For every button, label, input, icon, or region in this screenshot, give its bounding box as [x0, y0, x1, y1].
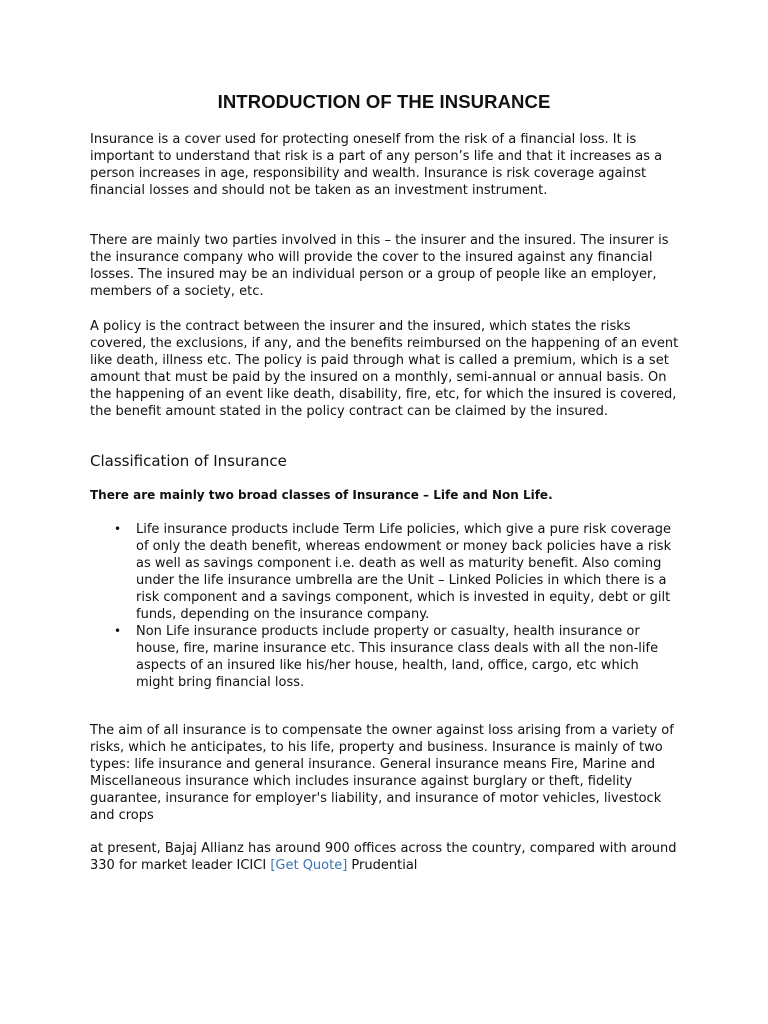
intro-paragraph: Insurance is a cover used for protecting oneself from the risk of a financial loss. It is important to understand that risk is a part of any person’s life and that it increases as a person increases in age, responsibility and wealth. Insurance is risk coverage against financial losses and should not be taken as an investment instrument.	[90, 132, 663, 198]
news-line	[90, 840, 686, 874]
section-subheading: There are mainly two broad classes of Insurance – Life and Non Life.	[90, 488, 553, 502]
insurance-classes-list	[90, 521, 680, 691]
bracket-close: ]	[342, 858, 348, 873]
news-line-text: at present, Bajaj Allianz has around 900 offices across the country, compared with around 330 for market leader ICICI	[90, 841, 677, 873]
bracket-open: [	[270, 858, 276, 873]
news-line-suffix: Prudential	[347, 858, 418, 873]
section-heading: Classification of Insurance	[90, 452, 287, 470]
bullet-icon: •	[114, 522, 122, 536]
get-quote-link[interactable]: Get Quote	[275, 858, 343, 873]
page-title: INTRODUCTION OF THE INSURANCE	[217, 91, 551, 112]
bullet-icon: •	[114, 624, 122, 638]
policy-paragraph: A policy is the contract between the insurer and the insured, which states the risks covered, the exclusions, if any, and the benefits reimbursed on the happening of an event like death, illness etc. The policy is paid through what is called a premium, which is a set amount that must be paid by the insured on a monthly, semi-annual or annual basis. On the happening of an event like death, disability, fire, etc, for which the insured is covered, the benefit amount stated in the policy contract can be claimed by the insured.	[90, 319, 679, 419]
closing-paragraph: The aim of all insurance is to compensate the owner against loss arising from a variety of risks, which he anticipates, to his life, property and business. Insurance is mainly of two types: life insurance and general insurance. General insurance means Fire, Marine and Miscellaneous insurance which includes insurance against burglary or theft, fidelity guarantee, insurance for employer's liability, and insurance of motor vehicles, livestock and crops	[90, 723, 674, 823]
parties-paragraph: There are mainly two parties involved in this – the insurer and the insured. The insurer is the insurance company who will provide the cover to the insured against any financial losses. The insured may be an individual person or a group of people like an employer, members of a society, etc.	[90, 233, 669, 299]
list-item-text: Life insurance products include Term Life policies, which give a pure risk coverage of only the death benefit, whereas endowment or money back policies have a risk as well as savings component i.e. death as well as maturity benefit. Also coming under the life insurance umbrella are the Unit – Linked Policies in which there is a risk component and a savings component, which is invested in equity, debt or gilt funds, depending on the insurance company.	[136, 522, 672, 622]
list-item	[90, 623, 680, 691]
list-item-text: Non Life insurance products include property or casualty, health insurance or house, fire, marine insurance etc. This insurance class deals with all the non-life aspects of an insured like his/her house, health, land, office, cargo, etc which might bring financial loss.	[136, 624, 659, 690]
list-item	[90, 521, 680, 623]
